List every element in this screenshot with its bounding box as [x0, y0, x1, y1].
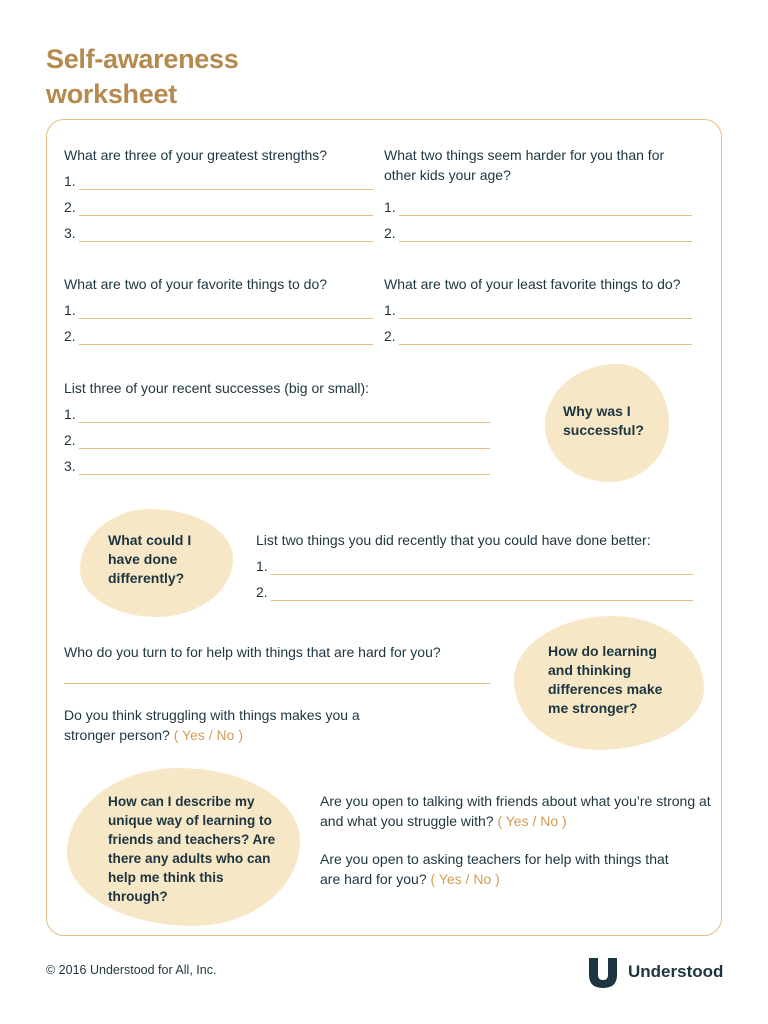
question-text: Are you open to talking with friends about what you’re strong at and what you struggle with? — [320, 793, 711, 829]
answer-rule — [79, 174, 373, 190]
line-number: 1. — [64, 302, 76, 318]
answer-line[interactable] — [256, 581, 693, 601]
line-number: 1. — [64, 173, 76, 189]
answer-rule — [79, 200, 373, 216]
copyright: © 2016 Understood for All, Inc. — [46, 963, 217, 977]
answer-rule — [79, 303, 373, 319]
answer-line[interactable] — [64, 222, 373, 242]
answer-rule — [399, 226, 692, 242]
title-line-1: Self-awareness — [46, 44, 239, 74]
question-favorite: What are two of your favorite things to do? — [64, 276, 328, 292]
answer-rule — [399, 303, 692, 319]
answer-line[interactable] — [384, 299, 692, 319]
line-number: 3. — [64, 225, 76, 241]
question-struggling — [64, 705, 404, 745]
line-number: 3. — [64, 458, 76, 474]
line-number: 2. — [64, 432, 76, 448]
brand-logo — [586, 954, 723, 990]
yes-no-choice[interactable]: ( Yes / No ) — [173, 727, 243, 743]
line-number: 2. — [256, 584, 268, 600]
answer-rule — [79, 433, 490, 449]
yes-no-choice[interactable]: ( Yes / No ) — [497, 813, 567, 829]
bubble-text: How do learning and thinking differences make me stronger? — [548, 643, 663, 716]
answer-line[interactable] — [64, 170, 373, 190]
answer-line[interactable] — [384, 196, 692, 216]
yes-no-choice[interactable]: ( Yes / No ) — [430, 871, 500, 887]
bubble-describe-learning — [67, 768, 300, 926]
answer-line[interactable] — [64, 196, 373, 216]
line-number: 1. — [256, 558, 268, 574]
answer-rule — [79, 459, 490, 475]
brand-name: Understood — [628, 962, 724, 981]
question-successes: List three of your recent successes (big or small): — [64, 380, 370, 396]
understood-logo-icon — [586, 955, 620, 989]
question-asking-teachers — [320, 849, 690, 889]
question-done-better: List two things you did recently that you could have done better: — [256, 532, 651, 548]
question-talking-friends — [320, 791, 720, 831]
answer-line[interactable] — [64, 455, 490, 475]
answer-rule — [79, 226, 373, 242]
answer-rule — [79, 329, 373, 345]
answer-rule — [271, 559, 693, 575]
answer-line[interactable] — [64, 683, 490, 684]
bubble-learning-differences — [514, 616, 704, 750]
question-text: Do you think struggling with things makes you a stronger person? — [64, 707, 360, 743]
answer-rule — [79, 407, 490, 423]
question-least-favorite: What are two of your least favorite things to do? — [384, 276, 681, 292]
answer-line[interactable] — [64, 403, 490, 423]
bubble-text: What could I have done differently? — [108, 532, 192, 586]
bubble-text: Why was I successful? — [563, 403, 644, 438]
title-line-2: worksheet — [46, 79, 177, 109]
question-harder: What two things seem harder for you than for other kids your age? — [384, 147, 665, 183]
line-number: 2. — [64, 328, 76, 344]
page-title — [46, 42, 238, 112]
answer-line[interactable] — [64, 429, 490, 449]
line-number: 1. — [384, 199, 396, 215]
question-strengths: What are three of your greatest strengths? — [64, 147, 328, 163]
line-number: 1. — [384, 302, 396, 318]
answer-line[interactable] — [384, 325, 692, 345]
question-text: Are you open to asking teachers for help with things that are hard for you? — [320, 851, 669, 887]
answer-line[interactable] — [256, 555, 693, 575]
answer-rule — [271, 585, 693, 601]
answer-line[interactable] — [384, 222, 692, 242]
answer-rule — [399, 329, 692, 345]
answer-line[interactable] — [64, 325, 373, 345]
line-number: 2. — [384, 328, 396, 344]
question-help: Who do you turn to for help with things that are hard for you? — [64, 644, 441, 660]
bubble-text: How can I describe my unique way of learning to friends and teachers? Are there any adults who can help me think this through? — [108, 794, 276, 904]
line-number: 2. — [64, 199, 76, 215]
line-number: 2. — [384, 225, 396, 241]
line-number: 1. — [64, 406, 76, 422]
answer-rule — [399, 200, 692, 216]
answer-line[interactable] — [64, 299, 373, 319]
